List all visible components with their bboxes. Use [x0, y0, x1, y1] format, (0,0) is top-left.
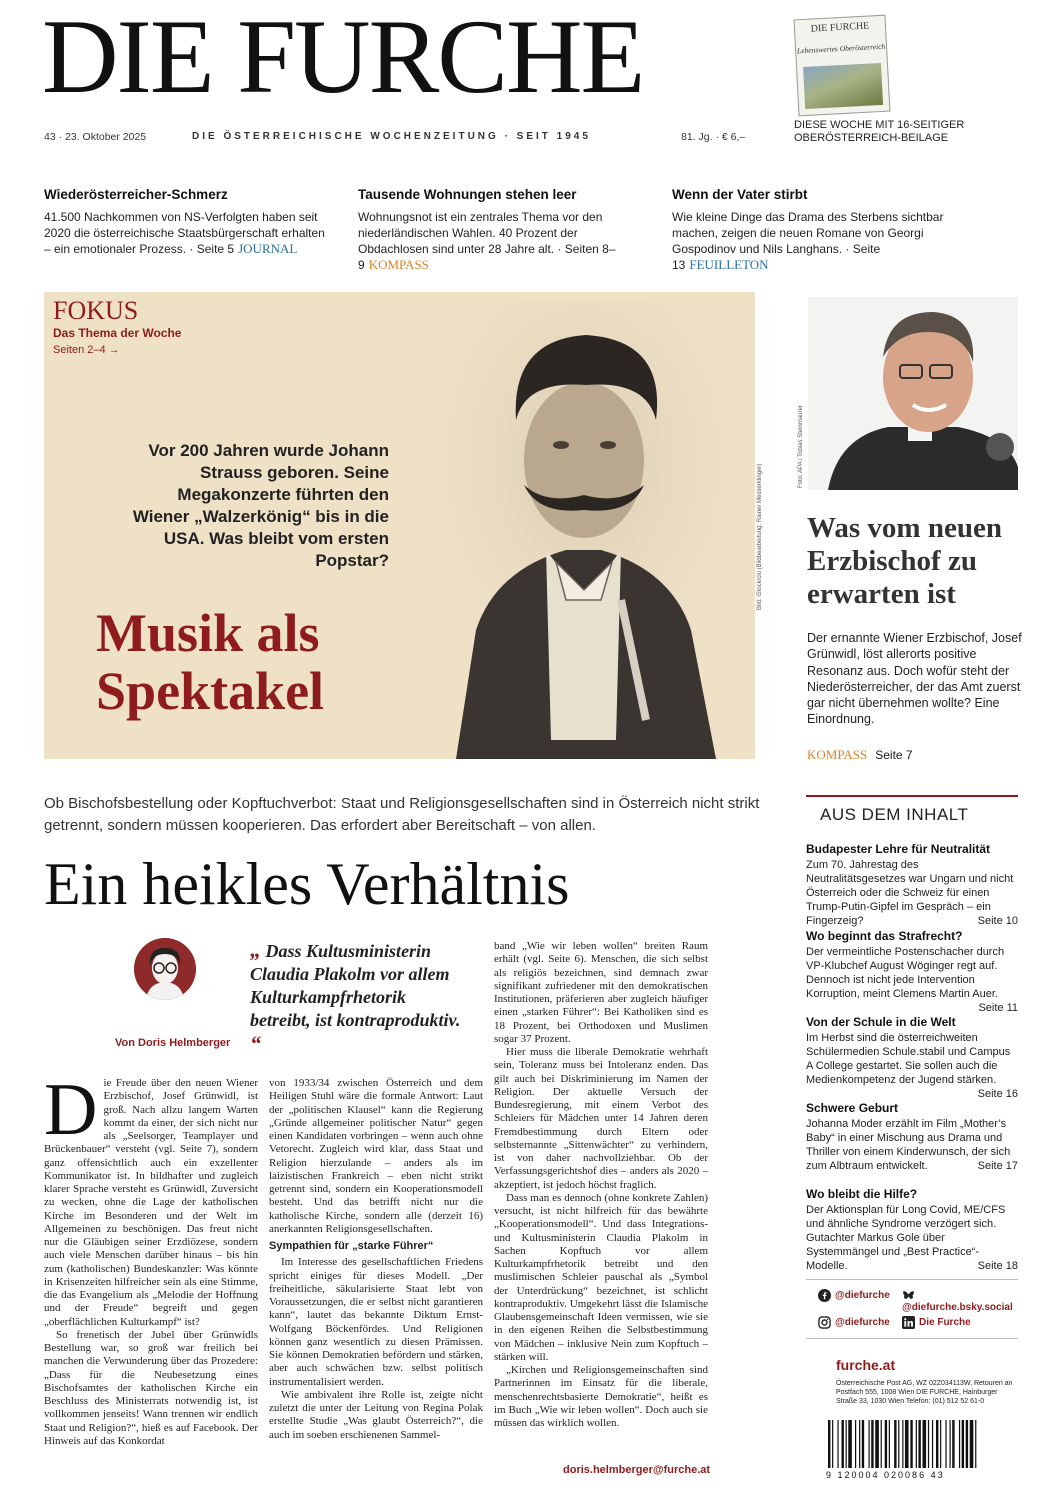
- inhalt-item-text: Zum 70. Jahrestag des Neutralitätsgesetzes war Ungarn und nicht Österreich oder die Schweiz für einen Trump-Putin-Gipfel im Gespräch – ein Fingerzeig?: [806, 859, 1014, 927]
- instagram-handle: @diefurche: [835, 1317, 890, 1329]
- inhalt-header: AUS DEM INHALT: [820, 805, 969, 824]
- issue-price: 81. Jg. · € 6,–: [681, 131, 746, 143]
- fokus-pages-link[interactable]: Seiten 2–4 →: [53, 344, 120, 356]
- linkedin-handle: Die Furche: [919, 1317, 971, 1329]
- teaser-title: Wiederösterreicher-Schmerz: [44, 187, 228, 202]
- barcode-number: 9 120004 020086 43: [826, 1470, 945, 1480]
- fokus-lead: Vor 200 Jahren wurde Johann Strauss geboren. Seine Megakonzerte führten den Wiener „Walzerkönig“ bis in die USA. Was bleibt vom ersten Popstar?: [132, 441, 389, 570]
- fokus-box[interactable]: [44, 292, 755, 759]
- facebook-icon: [818, 1289, 831, 1302]
- teaser-journal[interactable]: [44, 187, 334, 257]
- inhalt-item[interactable]: [806, 929, 1018, 1015]
- archbishop-photo: [808, 297, 1018, 490]
- lead-deck: Ob Bischofsbestellung oder Kopftuchverbot: Staat und Religionsgesellschaften sind in Österreich nicht strikt getrennt, sondern müssen kooperieren. Das erfordert aber Bereitschaft – von allen.: [44, 795, 760, 834]
- social-links: [806, 1279, 1018, 1339]
- postal-info: Österreichische Post AG, WZ 02Z034113W, Retouren an Postfach 555, 1008 Wien DIE FURCHE, Hainburger Straße 33, 1030 Wien Telefon: (01) 512 52 61-0: [836, 1380, 1013, 1405]
- facebook-handle: @diefurche: [835, 1290, 890, 1302]
- beilage-thumb-title: DIE FURCHE: [810, 20, 870, 35]
- fokus-headline-line: Musik als: [96, 603, 320, 663]
- fokus-headline[interactable]: [96, 604, 324, 720]
- quote-mark-close: “: [250, 1031, 261, 1056]
- teaser-title: Wenn der Vater stirbt: [672, 187, 808, 202]
- website-link[interactable]: furche.at: [836, 1357, 896, 1373]
- author-email-link[interactable]: doris.helmberger@furche.at: [563, 1464, 711, 1476]
- inhalt-item-page: Seite 17: [977, 1160, 1018, 1172]
- bishop-photo-credit: Foto: APA / Tobias Steinmaurer: [798, 405, 804, 488]
- beilage-thumbnail[interactable]: [794, 15, 891, 117]
- paragraph: „Kirchen und Religionsgemeinschaften sind Partnerinnen im Einsatz für die liberale, menschenrechtsbasierte Demokratie“, heißt es im Buch „Wie wir leben wollen“. Doch auch sie müssen das wirklich wollen.: [494, 1364, 708, 1429]
- teaser-text: Wohnungsnot ist ein zentrales Thema vor den niederländischen Wahlen. 40 Prozent der Obdachlosen sind unter 28 Jahre alt. · Seiten 8–9: [358, 210, 616, 272]
- inhalt-item[interactable]: [806, 1187, 1018, 1273]
- inhalt-item-text: Im Herbst sind die österreichweiten Schülermedien Schule.stabil und Campus A College gestartet. Sie sollen auch die Medienkompetenz der Jugend stärken.: [806, 1032, 1011, 1086]
- bluesky-icon: [902, 1289, 915, 1302]
- author-avatar: [134, 938, 196, 1000]
- inhalt-item-text: Der vermeintliche Postenschacher durch VP-Klubchef August Wöginger regt auf. Dennoch ist nicht jede Intervention Korruption, meint Clemens Martin Auer.: [806, 946, 1005, 1000]
- article-column-1: [44, 1077, 258, 1477]
- bluesky-link[interactable]: [902, 1289, 1018, 1313]
- linkedin-link[interactable]: [902, 1316, 971, 1329]
- teaser-section: JOURNAL: [238, 241, 298, 256]
- fokus-kicker: FOKUS: [53, 296, 139, 325]
- inhalt-item-text: Der Aktionsplan für Long Covid, ME/CFS und ähnliche Syndrome verzögert sich. Gutachter Markus Gole über Systemmängel und „Best Practice“-Modelle.: [806, 1204, 1006, 1272]
- quote-text: Dass Kultusministerin Claudia Plakolm vor allem Kulturkampfrhetorik betreibt, ist kontraproduktiv.: [250, 941, 461, 1030]
- instagram-icon: [818, 1316, 831, 1329]
- quote-mark-open: „: [250, 937, 261, 962]
- barcode: [826, 1420, 1016, 1468]
- inhalt-item-title: Wo bleibt die Hilfe?: [806, 1187, 918, 1201]
- page-ref: Seite 7: [875, 748, 913, 762]
- section-label: KOMPASS: [807, 747, 868, 762]
- lead-headline[interactable]: Ein heikles Verhältnis: [44, 851, 570, 917]
- inhalt-item[interactable]: [806, 1101, 1018, 1173]
- beilage-notice: DIESE WOCHE MIT 16-SEITIGER OBERÖSTERREICH-BEILAGE: [794, 119, 965, 144]
- paragraph: von 1933/34 zwischen Österreich und dem Heiligen Stuhl wäre die formale Antwort: Laut der „politischen Klausel“ kann die Regierung „Gründe allgemeiner politischer Natur“ gegen einen Kandidaten vorbringen – wenn auch ohne Vetorecht. Zugleich wird klar, dass Staat und Religion hierzulande – anders als im laizistischen Frankreich – eben nicht strikt getrennt sind, sondern ein Kooperationsmodell besteht. Und das betrifft nicht nur die katholische Kirche, sondern alle (derzeit 16) anerkannten Religionsgesellschaften.: [269, 1077, 483, 1235]
- teaser-text: 41.500 Nachkommen von NS-Verfolgten haben seit 2020 die österreichische Staatsbürgerschaft erhalten – ein emotionaler Prozess. · Seite 5: [44, 210, 325, 256]
- linkedin-icon: [902, 1316, 915, 1329]
- right-body: Der ernannte Wiener Erzbischof, Josef Grünwidl, löst allerorts positive Resonanz aus. Doch wofür steht der Niederösterreicher, der das Amt zuerst gar nicht übernehmen wollte? Eine Einordnung.: [807, 631, 1022, 727]
- teaser-text: Wie kleine Dinge das Drama des Sterbens sichtbar machen, zeigen die neuen Romane von Georgi Gospodinov und Nils Langhans. · Seite 13: [672, 210, 944, 272]
- inhalt-item-title: Wo beginnt das Strafrecht?: [806, 929, 963, 943]
- paragraph: ie Freude über den neuen Wiener Erzbischof, Josef Grünwidl, ist groß. Nach allzu langem Warten kommt da einer, der sich nicht nur als „Seelsorger, Teamplayer und Brückenbauer“ versteht (vgl. Seite 7), sondern ganz offensichtlich auch ein exzellenter Kommunikator ist. In bildhafter und zugleich klarer Sprache versteht es Grünwidl, Zuversicht zu wecken, ohne die Lage der katholischen Kirche im Besonderen und der Welt im Allgemeinen zu beschönigen. Das freut nicht nur die Gläubigen seiner Erzdiözese, sondern auch viele Menschen darüber hinaus – bis hin zum (katholischen) Bundeskanzler: Was könnte in Krisenzeiten hilfreicher sein als eine Stimme, die das Evangelium als „Melodie der Hoffnung und der Freude“ begreift und gegen „oberflächlichen Kulturkampf“ ist?: [44, 1077, 258, 1328]
- inhalt-item-text: Johanna Moder erzählt im Film „Mother’s Baby“ in einer Mischung aus Drama und Thriller von einem Kinderwunsch, der sich zum Albtraum entwickelt.: [806, 1118, 1011, 1172]
- paragraph: Wie ambivalent ihre Rolle ist, zeigte nicht zuletzt die unter der Leitung von Regina Polak erstellte Studie „Was glaubt Österreich?“, die auch im soeben erschienenen Sammel-: [269, 1388, 483, 1441]
- inhalt-item-title: Budapester Lehre für Neutralität: [806, 842, 991, 856]
- teaser-section: KOMPASS: [368, 257, 429, 272]
- paragraph: band „Wie wir leben wollen“ breiten Raum erhält (vgl. Seite 6). Menschen, die sich selbst als religiös bezeichnen, sind demnach zwar signifikant zufriedener mit den demokratischen Institutionen, präferieren aber zugleich häufiger einen „starken Führer“: Bei Katholiken sind es 18 Prozent, bei Orthodoxen und Muslimen sogar 37 Prozent.: [494, 940, 708, 1045]
- fokus-photo-credit: Bild: iStock/clu (Bildbearbeitung: Rainer Messerklinger): [757, 463, 763, 610]
- teaser-section: FEUILLETON: [689, 257, 769, 272]
- instagram-link[interactable]: [818, 1316, 890, 1329]
- inhalt-item-title: Von der Schule in die Welt: [806, 1015, 956, 1029]
- issue-info: 43 · 23. Oktober 2025: [44, 131, 147, 143]
- inhalt-item-title: Schwere Geburt: [806, 1101, 899, 1115]
- paper-tagline: DIE ÖSTERREICHISCHE WOCHENZEITUNG · SEIT 1945: [192, 131, 591, 142]
- facebook-link[interactable]: [818, 1289, 890, 1302]
- article-column-3: [494, 940, 708, 1455]
- teaser-feuilleton[interactable]: [672, 187, 957, 273]
- bluesky-handle: @diefurche.bsky.social: [902, 1302, 1013, 1313]
- fokus-subtitle: Das Thema der Woche: [53, 326, 182, 340]
- inhalt-divider: [806, 795, 1018, 797]
- paragraph: Im Interesse des gesellschaftlichen Friedens spricht einiges für dieses Modell. „Der freiheitliche, säkularisierte Staat lebt von Voraussetzungen, die er selbst nicht garantieren kann“, lautet das bekannte Diktum Ernst-Wolfgang Böckenfördes. Und Religionen können ganz wesentlich zu diesen Prämissen. Sie können Demokratien befördern und stärken, aber auch schwächen bzw. selbst politisch instrumentalisiert werden.: [269, 1256, 483, 1388]
- paragraph: So frenetisch der Jubel über Grünwidls Bestellung war, so groß war freilich bei manchen die Verwunderung über das Prozedere: „Dass für die Neubesetzung eines Bischofsamtes der katholischen Kirche ein Beschluss des Ministerrats notwendig ist, ist vollkommen jenseits! Wann trennen wir endlich Staat und Religion?“, hieß es auf Facebook. Der Hinweis auf das Konkordat: [44, 1328, 258, 1447]
- inhalt-item[interactable]: [806, 842, 1018, 928]
- article-column-2: [269, 1077, 483, 1477]
- author-byline: Von Doris Helmberger: [115, 1037, 231, 1049]
- dropcap: D: [44, 1077, 98, 1151]
- subheading: Sympathien für „starke Führer“: [269, 1240, 434, 1252]
- pull-quote: [250, 938, 470, 1057]
- strauss-portrait: [416, 300, 751, 759]
- inhalt-item-page: Seite 11: [978, 1002, 1018, 1014]
- right-section-ref[interactable]: [807, 747, 913, 763]
- paragraph: Dass man es dennoch (ohne konkrete Zahlen) versucht, ist nicht hilfreich für das bewährte „Kooperationsmodell“. Und dass Integrations- und Kultusministerin Claudia Plakolm in Sachen Kopftuch vor allem Kulturkampfrhetorik betreibt und den muslimischen Schleier pauschal als „Symbol der Unterdrückung“ bezeichnet, ist schlicht kontraproduktiv. Umgekehrt lässt die Islamische Glaubensgemeinschaft Ideen vermissen, wie sie in den eigenen Reihen die Selbstbestimmung von Mädchen – inklusive Nein zum Kopftuch – stärken will.: [494, 1191, 708, 1363]
- beilage-thumb-head: Lebenswertes Oberösterreich: [796, 41, 886, 56]
- inhalt-item-page: Seite 18: [977, 1260, 1018, 1272]
- masthead-title: DIE FURCHE: [42, 0, 644, 115]
- beilage-thumb-photo: [803, 63, 883, 109]
- teaser-kompass[interactable]: [358, 187, 633, 273]
- inhalt-item-page: Seite 10: [977, 915, 1018, 927]
- inhalt-item-page: Seite 16: [977, 1088, 1018, 1100]
- fokus-headline-line: Spektakel: [96, 661, 325, 721]
- inhalt-item[interactable]: [806, 1015, 1018, 1101]
- teaser-title: Tausende Wohnungen stehen leer: [358, 187, 577, 202]
- right-headline[interactable]: Was vom neuen Erzbischof zu erwarten ist: [807, 512, 1002, 610]
- paragraph: Hier muss die liberale Demokratie wehrhaft sein, Toleranz muss bei Intoleranz enden. Das gilt auch bei Diskriminierung im Namen der Religion. Der aktuelle Versuch der Bundesregierung, mit einem Verbot des Schleiers für Mädchen unter 14 Jahren deren Fremdbestimmung durch Eltern oder selbsternannte „Sittenwächter“ zu verhindern, ist von daher nachvollziehbar. Ob der Verfassungsgerichtshof dies – anders als 2020 – akzeptiert, ist jedoch höchst fraglich.: [494, 1046, 708, 1191]
